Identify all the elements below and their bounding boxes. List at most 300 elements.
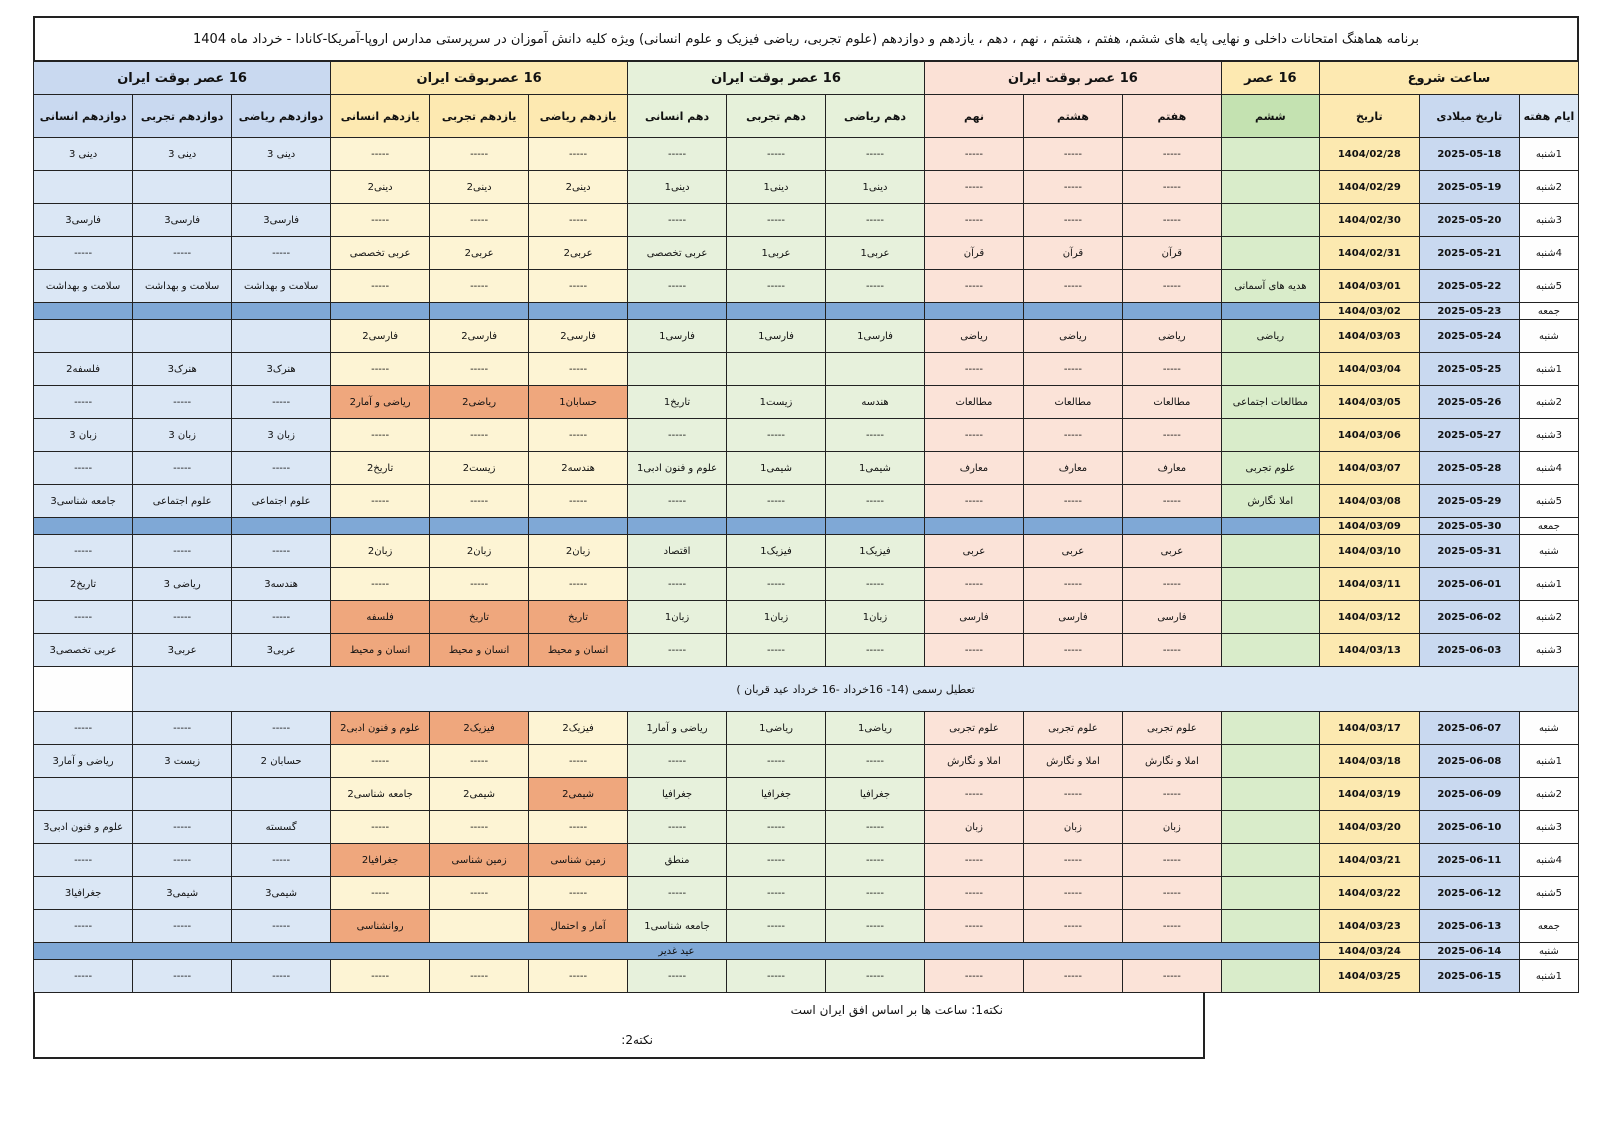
exam-subject-cell: ----- bbox=[34, 712, 133, 745]
exam-subject-cell: ----- bbox=[628, 419, 727, 452]
persian-date-cell: 1404/03/13 bbox=[1319, 634, 1419, 667]
persian-date-cell: 1404/03/22 bbox=[1319, 877, 1419, 910]
gregorian-date-cell: 2025-06-08 bbox=[1419, 745, 1519, 778]
exam-subject-cell: جامعه شناسی1 bbox=[628, 910, 727, 943]
exam-day-row bbox=[34, 353, 1579, 386]
exam-subject-cell: ----- bbox=[430, 419, 529, 452]
exam-subject-cell: زبان1 bbox=[628, 601, 727, 634]
exam-subject-cell: عربی3 bbox=[133, 634, 232, 667]
weekday-cell: 2شنبه bbox=[1519, 171, 1578, 204]
friday-blank-cell bbox=[1023, 518, 1122, 535]
exam-subject-cell: ریاضی 3 bbox=[133, 568, 232, 601]
exam-subject-cell: دینی1 bbox=[727, 171, 826, 204]
exam-subject-cell: ----- bbox=[430, 204, 529, 237]
gregorian-date-cell: 2025-05-24 bbox=[1419, 320, 1519, 353]
gregorian-date-cell: 2025-06-01 bbox=[1419, 568, 1519, 601]
notes-box bbox=[33, 993, 1205, 1059]
exam-subject-cell: ----- bbox=[430, 138, 529, 171]
exam-subject-cell bbox=[1221, 634, 1319, 667]
exam-subject-cell: فارسی1 bbox=[826, 320, 925, 353]
exam-subject-cell: ----- bbox=[133, 452, 232, 485]
exam-subject-cell: مطالعات bbox=[1023, 386, 1122, 419]
exam-day-row bbox=[34, 712, 1579, 745]
exam-subject-cell: ----- bbox=[826, 419, 925, 452]
exam-subject-cell: شیمی1 bbox=[826, 452, 925, 485]
exam-subject-cell: هندسه bbox=[826, 386, 925, 419]
exam-subject-cell: ----- bbox=[727, 910, 826, 943]
gregorian-date-cell: 2025-05-31 bbox=[1419, 535, 1519, 568]
persian-date-cell: 1404/03/12 bbox=[1319, 601, 1419, 634]
exam-subject-cell: ----- bbox=[1023, 353, 1122, 386]
exam-subject-cell: ----- bbox=[1023, 204, 1122, 237]
exam-subject-cell: فلسفه2 bbox=[34, 353, 133, 386]
exam-subject-cell bbox=[232, 778, 331, 811]
exam-subject-cell: ----- bbox=[331, 353, 430, 386]
gregorian-date-cell: 2025-05-21 bbox=[1419, 237, 1519, 270]
exam-subject-cell: ----- bbox=[1023, 568, 1122, 601]
exam-subject-cell: ----- bbox=[924, 910, 1023, 943]
friday-blank-cell bbox=[1221, 303, 1319, 320]
weekday-cell: 3شنبه bbox=[1519, 634, 1578, 667]
exam-subject-cell: عربی bbox=[1122, 535, 1221, 568]
exam-subject-cell: ----- bbox=[1122, 485, 1221, 518]
weekday-cell: 1شنبه bbox=[1519, 353, 1578, 386]
exam-subject-cell: ریاضی و آمار1 bbox=[628, 712, 727, 745]
weekday-cell: 4شنبه bbox=[1519, 237, 1578, 270]
exam-day-row bbox=[34, 535, 1579, 568]
exam-day-row bbox=[34, 237, 1579, 270]
persian-date-cell: 1404/03/08 bbox=[1319, 485, 1419, 518]
exam-subject-cell bbox=[727, 353, 826, 386]
exam-subject-cell: ----- bbox=[34, 960, 133, 993]
exam-day-row bbox=[34, 485, 1579, 518]
persian-date-cell: 1404/03/09 bbox=[1319, 518, 1419, 535]
exam-subject-cell bbox=[1221, 712, 1319, 745]
gregorian-date-cell: 2025-06-14 bbox=[1419, 943, 1519, 960]
exam-subject-cell: ----- bbox=[924, 778, 1023, 811]
exam-subject-cell: فارسی3 bbox=[34, 204, 133, 237]
exam-subject-cell: ----- bbox=[529, 745, 628, 778]
friday-blank-cell bbox=[133, 518, 232, 535]
exam-subject-cell: شیمی1 bbox=[727, 452, 826, 485]
exam-subject-cell: ----- bbox=[133, 535, 232, 568]
exam-subject-cell: ----- bbox=[1122, 270, 1221, 303]
eid-notice: عید غدیر bbox=[34, 943, 1320, 960]
exam-subject-cell: ----- bbox=[924, 568, 1023, 601]
exam-subject-cell: ----- bbox=[826, 485, 925, 518]
exam-subject-cell: ----- bbox=[1122, 568, 1221, 601]
exam-subject-cell: ----- bbox=[727, 270, 826, 303]
persian-date-cell: 1404/03/19 bbox=[1319, 778, 1419, 811]
exam-subject-cell: فارسی1 bbox=[727, 320, 826, 353]
exam-day-row bbox=[34, 270, 1579, 303]
friday-blank-cell bbox=[34, 303, 133, 320]
gregorian-date-cell: 2025-06-09 bbox=[1419, 778, 1519, 811]
exam-subject-cell: ----- bbox=[1023, 270, 1122, 303]
weekday-cell: 1شنبه bbox=[1519, 960, 1578, 993]
exam-subject-cell bbox=[34, 778, 133, 811]
exam-subject-cell: زیست1 bbox=[727, 386, 826, 419]
weekday-cell: شنبه bbox=[1519, 320, 1578, 353]
exam-subject-cell: ----- bbox=[430, 811, 529, 844]
exam-subject-cell bbox=[1221, 237, 1319, 270]
exam-subject-cell bbox=[1221, 811, 1319, 844]
exam-subject-cell bbox=[34, 171, 133, 204]
exam-subject-cell: ----- bbox=[430, 353, 529, 386]
exam-subject-cell: ----- bbox=[1023, 138, 1122, 171]
persian-date-cell: 1404/03/02 bbox=[1319, 303, 1419, 320]
exam-subject-cell: فارسی bbox=[924, 601, 1023, 634]
exam-subject-cell: ----- bbox=[34, 844, 133, 877]
exam-subject-cell: هنرک3 bbox=[133, 353, 232, 386]
exam-subject-cell: تاریخ bbox=[430, 601, 529, 634]
exam-day-row bbox=[34, 877, 1579, 910]
exam-subject-cell: جغرافیا bbox=[826, 778, 925, 811]
exam-subject-cell: علوم تجربی bbox=[1023, 712, 1122, 745]
exam-subject-cell: ----- bbox=[727, 811, 826, 844]
exam-subject-cell: معارف bbox=[924, 452, 1023, 485]
exam-subject-cell: ----- bbox=[34, 601, 133, 634]
exam-day-row bbox=[34, 844, 1579, 877]
exam-subject-cell: ریاضی1 bbox=[826, 712, 925, 745]
exam-subject-cell bbox=[1221, 535, 1319, 568]
gregorian-date-cell: 2025-06-03 bbox=[1419, 634, 1519, 667]
exam-subject-cell: ----- bbox=[133, 712, 232, 745]
exam-subject-cell: ----- bbox=[1122, 960, 1221, 993]
exam-subject-cell: ----- bbox=[232, 452, 331, 485]
persian-date-cell: 1404/03/06 bbox=[1319, 419, 1419, 452]
exam-subject-cell: فارسی2 bbox=[331, 320, 430, 353]
weekday-cell: شنبه bbox=[1519, 535, 1578, 568]
grade11-time-header: 16 عصربوقت ایران bbox=[331, 62, 628, 95]
exam-subject-cell: ----- bbox=[1122, 634, 1221, 667]
exam-subject-cell: ----- bbox=[727, 419, 826, 452]
exam-subject-cell: زبان 3 bbox=[232, 419, 331, 452]
gregorian-date-cell: 2025-06-15 bbox=[1419, 960, 1519, 993]
exam-subject-cell bbox=[232, 320, 331, 353]
persian-date-cell: 1404/03/07 bbox=[1319, 452, 1419, 485]
exam-subject-cell bbox=[430, 910, 529, 943]
exam-subject-cell: علوم اجتماعی bbox=[133, 485, 232, 518]
exam-subject-cell: تاریخ bbox=[529, 601, 628, 634]
exam-subject-cell: ریاضی و آمار2 bbox=[331, 386, 430, 419]
exam-subject-cell: ----- bbox=[826, 811, 925, 844]
column-header: یازدهم انسانی bbox=[331, 95, 430, 138]
gregorian-date-cell: 2025-05-26 bbox=[1419, 386, 1519, 419]
gregorian-date-cell: 2025-05-25 bbox=[1419, 353, 1519, 386]
column-header: ششم bbox=[1221, 95, 1319, 138]
exam-subject-cell bbox=[34, 320, 133, 353]
exam-subject-cell: ----- bbox=[924, 877, 1023, 910]
exam-subject-cell: مطالعات bbox=[924, 386, 1023, 419]
exam-subject-cell: ----- bbox=[1023, 960, 1122, 993]
exam-day-row bbox=[34, 634, 1579, 667]
weekday-cell: 1شنبه bbox=[1519, 745, 1578, 778]
persian-date-cell: 1404/03/11 bbox=[1319, 568, 1419, 601]
exam-subject-cell: قرآن bbox=[924, 237, 1023, 270]
exam-subject-cell: ----- bbox=[1023, 485, 1122, 518]
exam-subject-cell: ----- bbox=[924, 960, 1023, 993]
exam-subject-cell: ----- bbox=[133, 844, 232, 877]
friday-row bbox=[34, 518, 1579, 535]
exam-day-row bbox=[34, 745, 1579, 778]
exam-subject-cell bbox=[1221, 778, 1319, 811]
exam-subject-cell bbox=[1221, 353, 1319, 386]
exam-subject-cell: ----- bbox=[628, 204, 727, 237]
exam-subject-cell: سلامت و بهداشت bbox=[133, 270, 232, 303]
exam-subject-cell: جامعه شناسی2 bbox=[331, 778, 430, 811]
exam-subject-cell: ----- bbox=[232, 237, 331, 270]
exam-subject-cell: زبان1 bbox=[826, 601, 925, 634]
exam-subject-cell: ----- bbox=[826, 910, 925, 943]
exam-day-row bbox=[34, 138, 1579, 171]
exam-subject-cell bbox=[1221, 171, 1319, 204]
weekday-cell: جمعه bbox=[1519, 910, 1578, 943]
exam-subject-cell: زبان1 bbox=[727, 601, 826, 634]
friday-blank-cell bbox=[331, 303, 430, 320]
exam-subject-cell: زبان bbox=[1122, 811, 1221, 844]
exam-subject-cell: فارسی3 bbox=[232, 204, 331, 237]
exam-subject-cell: ----- bbox=[34, 535, 133, 568]
exam-subject-cell: زبان bbox=[1023, 811, 1122, 844]
exam-day-row bbox=[34, 601, 1579, 634]
weekday-cell: 3شنبه bbox=[1519, 419, 1578, 452]
exam-subject-cell: آمار و احتمال bbox=[529, 910, 628, 943]
exam-subject-cell: ----- bbox=[924, 204, 1023, 237]
friday-blank-cell bbox=[133, 303, 232, 320]
group-header-row bbox=[34, 62, 1579, 95]
friday-row bbox=[34, 303, 1579, 320]
exam-subject-cell bbox=[1221, 601, 1319, 634]
exam-subject-cell: اقتصاد bbox=[628, 535, 727, 568]
persian-date-cell: 1404/03/01 bbox=[1319, 270, 1419, 303]
exam-subject-cell: ----- bbox=[727, 204, 826, 237]
exam-subject-cell: منطق bbox=[628, 844, 727, 877]
exam-subject-cell: ----- bbox=[34, 237, 133, 270]
exam-subject-cell: ----- bbox=[133, 386, 232, 419]
exam-subject-cell bbox=[1221, 910, 1319, 943]
column-header: دوازدهم ریاضی bbox=[232, 95, 331, 138]
exam-subject-cell: ----- bbox=[826, 270, 925, 303]
exam-subject-cell: دینی2 bbox=[529, 171, 628, 204]
exam-subject-cell: عربی2 bbox=[430, 237, 529, 270]
exam-subject-cell: علوم تجربی bbox=[924, 712, 1023, 745]
weekday-cell: 1شنبه bbox=[1519, 138, 1578, 171]
exam-subject-cell: انسان و محیط bbox=[331, 634, 430, 667]
column-header: دهم انسانی bbox=[628, 95, 727, 138]
exam-subject-cell: ----- bbox=[430, 745, 529, 778]
exam-subject-cell: علوم و فنون ادبی1 bbox=[628, 452, 727, 485]
friday-blank-cell bbox=[826, 303, 925, 320]
exam-subject-cell: ----- bbox=[133, 811, 232, 844]
gregorian-date-cell: 2025-05-30 bbox=[1419, 518, 1519, 535]
gregorian-date-cell: 2025-05-27 bbox=[1419, 419, 1519, 452]
persian-date-cell: 1404/03/18 bbox=[1319, 745, 1419, 778]
exam-subject-cell: ----- bbox=[924, 844, 1023, 877]
exam-subject-cell: ----- bbox=[232, 844, 331, 877]
friday-blank-cell bbox=[1122, 518, 1221, 535]
exam-subject-cell: شیمی3 bbox=[232, 877, 331, 910]
exam-subject-cell: مطالعات bbox=[1122, 386, 1221, 419]
exam-subject-cell bbox=[1221, 745, 1319, 778]
exam-subject-cell: انسان و محیط bbox=[430, 634, 529, 667]
gregorian-date-cell: 2025-05-19 bbox=[1419, 171, 1519, 204]
exam-subject-cell: ----- bbox=[331, 270, 430, 303]
exam-subject-cell bbox=[1221, 844, 1319, 877]
exam-subject-cell: گسسته bbox=[232, 811, 331, 844]
friday-blank-cell bbox=[628, 518, 727, 535]
exam-subject-cell: جغرافیا bbox=[727, 778, 826, 811]
friday-blank-cell bbox=[529, 518, 628, 535]
page-title: برنامه هماهنگ امتحانات داخلی و نهایی پایه های ششم، هفتم ، هشتم ، نهم ، دهم ، یازدهم و دوازدهم (علوم تجربی، ریاضی فیزیک و علوم انسانی) ویژه کلیه دانش آموزان در سرپرستی مدارس اروپا-آمریکا-کانادا - خرداد ماه 1404 bbox=[33, 16, 1579, 61]
exam-subject-cell: ریاضی bbox=[1122, 320, 1221, 353]
exam-day-row bbox=[34, 452, 1579, 485]
exam-subject-cell: فیزیک1 bbox=[727, 535, 826, 568]
exam-subject-cell: ----- bbox=[1023, 844, 1122, 877]
exam-subject-cell: ----- bbox=[529, 419, 628, 452]
exam-subject-cell: ----- bbox=[1023, 910, 1122, 943]
exam-subject-cell: ----- bbox=[727, 960, 826, 993]
exam-day-row bbox=[34, 910, 1579, 943]
weekday-cell: جمعه bbox=[1519, 303, 1578, 320]
exam-subject-cell: ریاضی1 bbox=[727, 712, 826, 745]
exam-day-row bbox=[34, 419, 1579, 452]
exam-subject-cell: ریاضی2 bbox=[430, 386, 529, 419]
exam-subject-cell: دینی 3 bbox=[232, 138, 331, 171]
exam-subject-cell: ----- bbox=[331, 877, 430, 910]
weekday-cell: 2شنبه bbox=[1519, 601, 1578, 634]
gregorian-date-cell: 2025-06-02 bbox=[1419, 601, 1519, 634]
friday-blank-cell bbox=[34, 518, 133, 535]
gregorian-date-cell: 2025-06-12 bbox=[1419, 877, 1519, 910]
exam-subject-cell: ----- bbox=[628, 960, 727, 993]
exam-subject-cell: زیست2 bbox=[430, 452, 529, 485]
friday-blank-cell bbox=[529, 303, 628, 320]
exam-subject-cell: ----- bbox=[826, 745, 925, 778]
start-time-header: ساعت شروع bbox=[1319, 62, 1578, 95]
exam-subject-cell: ----- bbox=[826, 138, 925, 171]
exam-subject-cell: ----- bbox=[1122, 353, 1221, 386]
exam-day-row bbox=[34, 171, 1579, 204]
exam-subject-cell: ----- bbox=[34, 910, 133, 943]
exam-subject-cell: فیزیک1 bbox=[826, 535, 925, 568]
exam-subject-cell: ----- bbox=[628, 634, 727, 667]
exam-subject-cell: قرآن bbox=[1122, 237, 1221, 270]
exam-subject-cell: ----- bbox=[331, 419, 430, 452]
friday-blank-cell bbox=[232, 303, 331, 320]
exam-subject-cell: سلامت و بهداشت bbox=[34, 270, 133, 303]
exam-day-row bbox=[34, 778, 1579, 811]
exam-subject-cell: ----- bbox=[430, 485, 529, 518]
exam-subject-cell: ----- bbox=[232, 601, 331, 634]
exam-subject-cell bbox=[232, 171, 331, 204]
persian-date-cell: 1404/03/24 bbox=[1319, 943, 1419, 960]
exam-day-row bbox=[34, 811, 1579, 844]
weekday-cell: جمعه bbox=[1519, 518, 1578, 535]
grades789-time-header: 16 عصر بوقت ایران bbox=[924, 62, 1221, 95]
exam-subject-cell: ----- bbox=[529, 270, 628, 303]
exam-subject-cell: ----- bbox=[1122, 877, 1221, 910]
friday-blank-cell bbox=[727, 303, 826, 320]
exam-subject-cell: فیزیک2 bbox=[529, 712, 628, 745]
exam-subject-cell: ----- bbox=[628, 568, 727, 601]
exam-subject-cell: ----- bbox=[529, 485, 628, 518]
exam-subject-cell: ----- bbox=[34, 386, 133, 419]
exam-subject-cell: املا و نگارش bbox=[1023, 745, 1122, 778]
weekday-cell: شنبه bbox=[1519, 943, 1578, 960]
column-header: دهم ریاضی bbox=[826, 95, 925, 138]
exam-day-row bbox=[34, 204, 1579, 237]
exam-subject-cell: ----- bbox=[727, 138, 826, 171]
exam-subject-cell: ----- bbox=[331, 568, 430, 601]
friday-blank-cell bbox=[826, 518, 925, 535]
exam-subject-cell: عربی bbox=[1023, 535, 1122, 568]
gregorian-date-cell: 2025-06-10 bbox=[1419, 811, 1519, 844]
column-header: ایام هفته bbox=[1519, 95, 1578, 138]
exam-subject-cell: زمین شناسی bbox=[529, 844, 628, 877]
exam-subject-cell: ----- bbox=[430, 270, 529, 303]
exam-subject-cell: حسابان 2 bbox=[232, 745, 331, 778]
column-header: دوازدهم انسانی bbox=[34, 95, 133, 138]
exam-subject-cell: حسابان1 bbox=[529, 386, 628, 419]
exam-subject-cell: ----- bbox=[924, 634, 1023, 667]
exam-subject-cell: فارسی2 bbox=[529, 320, 628, 353]
exam-subject-cell: املا و نگارش bbox=[1122, 745, 1221, 778]
exam-subject-cell: روانشناسی bbox=[331, 910, 430, 943]
holiday-notice: تعطیل رسمی (14- 16خرداد -16 خرداد عید قربان ) bbox=[133, 667, 1579, 712]
exam-subject-cell: فیزیک2 bbox=[430, 712, 529, 745]
gregorian-date-cell: 2025-05-28 bbox=[1419, 452, 1519, 485]
exam-subject-cell: عربی تخصصی bbox=[331, 237, 430, 270]
grade6-time-header: 16 عصر bbox=[1221, 62, 1319, 95]
exam-subject-cell: فارسی1 bbox=[628, 320, 727, 353]
exam-subject-cell: ----- bbox=[826, 844, 925, 877]
persian-date-cell: 1404/02/31 bbox=[1319, 237, 1419, 270]
exam-subject-cell: عربی2 bbox=[529, 237, 628, 270]
exam-subject-cell: ----- bbox=[133, 960, 232, 993]
column-header: یازدهم ریاضی bbox=[529, 95, 628, 138]
exam-subject-cell: ----- bbox=[1023, 778, 1122, 811]
eid-row bbox=[34, 943, 1579, 960]
exam-subject-cell: ----- bbox=[727, 844, 826, 877]
exam-subject-cell: هدیه های آسمانی bbox=[1221, 270, 1319, 303]
exam-subject-cell: ----- bbox=[232, 535, 331, 568]
exam-subject-cell: دینی 3 bbox=[34, 138, 133, 171]
exam-subject-cell: ----- bbox=[826, 204, 925, 237]
exam-subject-cell: هندسه2 bbox=[529, 452, 628, 485]
exam-subject-cell: ----- bbox=[727, 485, 826, 518]
exam-subject-cell: تاریخ2 bbox=[34, 568, 133, 601]
exam-day-row bbox=[34, 960, 1579, 993]
exam-subject-cell: ----- bbox=[331, 138, 430, 171]
friday-blank-cell bbox=[232, 518, 331, 535]
exam-subject-cell: ----- bbox=[1122, 204, 1221, 237]
gregorian-date-cell: 2025-06-07 bbox=[1419, 712, 1519, 745]
weekday-cell: 2شنبه bbox=[1519, 386, 1578, 419]
exam-subject-cell: زبان2 bbox=[529, 535, 628, 568]
exam-subject-cell: ----- bbox=[826, 634, 925, 667]
exam-subject-cell: ----- bbox=[529, 568, 628, 601]
exam-subject-cell: ----- bbox=[628, 745, 727, 778]
exam-subject-cell: ----- bbox=[826, 568, 925, 601]
grade10-time-header: 16 عصر بوقت ایران bbox=[628, 62, 925, 95]
column-header: دهم تجربی bbox=[727, 95, 826, 138]
holiday-row bbox=[34, 667, 1579, 712]
friday-blank-cell bbox=[1122, 303, 1221, 320]
exam-subject-cell: ----- bbox=[826, 877, 925, 910]
exam-subject-cell: جامعه شناسی3 bbox=[34, 485, 133, 518]
exam-subject-cell: ----- bbox=[1122, 171, 1221, 204]
